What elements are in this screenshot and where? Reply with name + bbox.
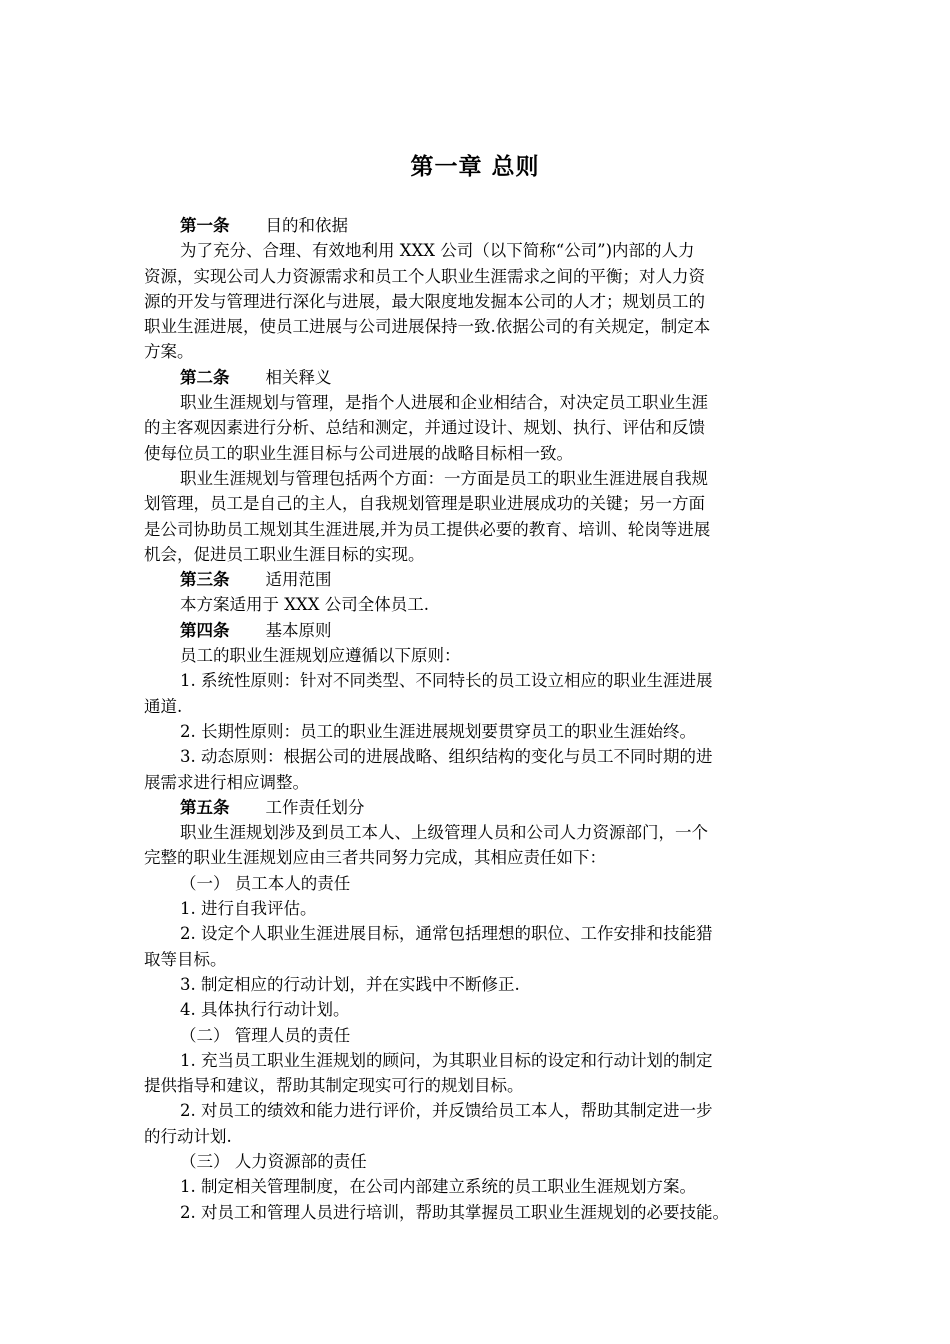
- chapter-title: 第一章 总则: [410, 153, 540, 180]
- paragraph-line: [144, 415, 820, 440]
- line-text: 使每位员工的职业生涯目标与公司进展的战略目标相一致。: [144, 443, 573, 463]
- article-heading-line: [144, 567, 820, 592]
- line-text: 划管理，员工是自己的主人，自我规划管理是职业进展成功的关键；另一方面: [144, 494, 705, 514]
- paragraph-line: [144, 1023, 820, 1048]
- paragraph-line: [144, 339, 820, 364]
- paragraph-line: [144, 390, 820, 415]
- line-text: 机会，促进员工职业生涯目标的实现。: [144, 544, 425, 564]
- paragraph-line: [144, 997, 820, 1022]
- line-text: 2. 设定个人职业生涯进展目标，通常包括理想的职位、工作安排和技能猎: [180, 924, 713, 944]
- paragraph-line: [144, 289, 820, 314]
- line-text: 展需求进行相应调整。: [144, 772, 309, 792]
- article-title: 目的和依据: [265, 216, 348, 235]
- article-number: 第一条: [180, 216, 230, 235]
- article-number: 第二条: [180, 367, 230, 387]
- line-text: 1. 进行自我评估。: [180, 899, 317, 919]
- paragraph-line: [144, 1098, 820, 1123]
- article-heading-line: [144, 213, 820, 238]
- line-text: 职业生涯进展，使员工进展与公司进展保持一致.依据公司的有关规定，制定本: [144, 317, 711, 337]
- line-text: 资源，实现公司人力资源需求和员工个人职业生涯需求之间的平衡；对人力资: [144, 266, 705, 286]
- line-text: 为了充分、合理、有效地利用 XXX 公司（以下简称“公司”)内部的人力: [180, 241, 695, 261]
- paragraph-line: [144, 719, 820, 744]
- line-text: 源的开发与管理进行深化与进展，最大限度地发掘本公司的人才；规划员工的: [144, 291, 705, 311]
- paragraph-line: [144, 694, 820, 719]
- paragraph-line: [144, 314, 820, 339]
- line-text: 方案。: [144, 342, 194, 362]
- line-text: 1. 制定相关管理制度，在公司内部建立系统的员工职业生涯规划方案。: [180, 1177, 696, 1197]
- article-number: 第三条: [180, 570, 230, 590]
- article-heading-line: [144, 365, 820, 390]
- paragraph-line: [144, 1149, 820, 1174]
- paragraph-line: [144, 668, 820, 693]
- line-text: 1. 系统性原则：针对不同类型、不同特长的员工设立相应的职业生涯进展: [180, 671, 713, 691]
- line-text: 4. 具体执行行动计划。: [180, 1000, 350, 1020]
- article-title: 工作责任划分: [265, 797, 365, 817]
- line-text: （一） 员工本人的责任: [180, 873, 351, 893]
- paragraph-line: [144, 845, 820, 870]
- article-heading-line: [144, 618, 820, 643]
- paragraph-line: [144, 643, 820, 668]
- paragraph-line: [144, 542, 820, 567]
- line-text: （二） 管理人员的责任: [180, 1025, 351, 1045]
- article-title: 适用范围: [265, 570, 332, 590]
- line-text: 的行动计划.: [144, 1126, 232, 1146]
- line-text: 员工的职业生涯规划应遵循以下原则：: [180, 646, 461, 666]
- paragraph-line: [144, 947, 820, 972]
- paragraph-line: [144, 972, 820, 997]
- line-text: 2. 长期性原则：员工的职业生涯进展规划要贯穿员工的职业生涯始终。: [180, 721, 696, 741]
- line-text: 2. 对员工和管理人员进行培训，帮助其掌握员工职业生涯规划的必要技能。: [180, 1202, 729, 1222]
- line-text: 3. 制定相应的行动计划，并在实践中不断修正.: [180, 974, 520, 994]
- document-body: [144, 213, 820, 1225]
- line-text: 职业生涯规划与管理，是指个人进展和企业相结合，对决定员工职业生涯: [180, 393, 708, 413]
- line-text: 2. 对员工的绩效和能力进行评价，并反馈给员工本人，帮助其制定进一步: [180, 1101, 713, 1121]
- paragraph-line: [144, 491, 820, 516]
- paragraph-line: [144, 592, 820, 617]
- paragraph-line: [144, 896, 820, 921]
- paragraph-line: [144, 921, 820, 946]
- line-text: 职业生涯规划涉及到员工本人、上级管理人员和公司人力资源部门，一个: [180, 823, 708, 843]
- paragraph-line: [144, 1124, 820, 1149]
- paragraph-line: [144, 1073, 820, 1098]
- line-text: （三） 人力资源部的责任: [180, 1151, 367, 1171]
- line-text: 完整的职业生涯规划应由三者共同努力完成，其相应责任如下：: [144, 848, 606, 868]
- line-text: 本方案适用于 XXX 公司全体员工.: [180, 595, 429, 615]
- article-title: 相关释义: [265, 367, 332, 387]
- paragraph-line: [144, 441, 820, 466]
- paragraph-line: [144, 820, 820, 845]
- line-text: 3. 动态原则：根据公司的进展战略、组织结构的变化与员工不同时期的进: [180, 747, 713, 767]
- paragraph-line: [144, 1200, 820, 1225]
- paragraph-line: [144, 517, 820, 542]
- paragraph-line: [144, 264, 820, 289]
- line-text: 通道.: [144, 696, 183, 716]
- paragraph-line: [144, 871, 820, 896]
- article-number: 第五条: [180, 797, 230, 817]
- paragraph-line: [144, 238, 820, 263]
- line-text: 提供指导和建议，帮助其制定现实可行的规划目标。: [144, 1076, 524, 1096]
- article-heading-line: [144, 795, 820, 820]
- line-text: 是公司协助员工规划其生涯进展,并为员工提供必要的教育、培训、轮岗等进展: [144, 519, 711, 539]
- line-text: 1. 充当员工职业生涯规划的顾问，为其职业目标的设定和行动计划的制定: [180, 1050, 713, 1070]
- paragraph-line: [144, 770, 820, 795]
- article-number: 第四条: [180, 620, 230, 640]
- article-title: 基本原则: [265, 620, 332, 640]
- line-text: 的主客观因素进行分析、总结和测定，并通过设计、规划、执行、评估和反馈: [144, 418, 705, 438]
- paragraph-line: [144, 1048, 820, 1073]
- line-text: 取等目标。: [144, 949, 227, 969]
- paragraph-line: [144, 1174, 820, 1199]
- paragraph-line: [144, 744, 820, 769]
- paragraph-line: [144, 466, 820, 491]
- line-text: 职业生涯规划与管理包括两个方面：一方面是员工的职业生涯进展自我规: [180, 468, 708, 488]
